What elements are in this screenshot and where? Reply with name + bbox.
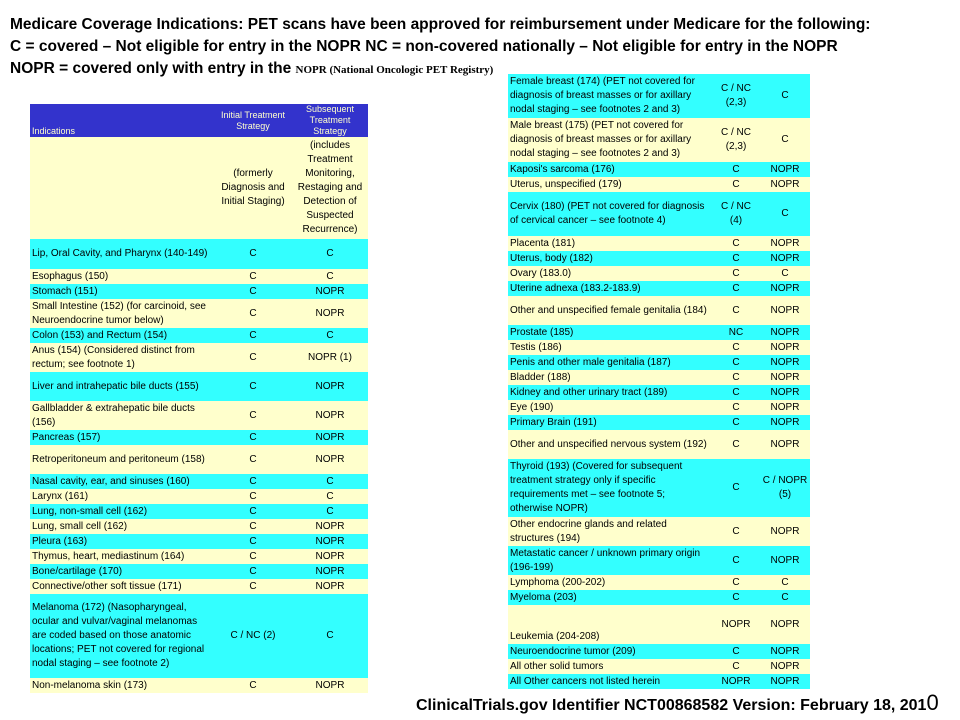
table-row: [30, 299, 368, 328]
row-initial-strategy: C: [712, 296, 760, 325]
row-initial-strategy: C: [214, 534, 292, 549]
row-subsequent-strategy: C: [760, 575, 810, 590]
table-row: [30, 678, 368, 693]
row-subsequent-strategy: NOPR: [292, 519, 368, 534]
table-row: [30, 534, 368, 549]
row-indication: Kaposi's sarcoma (176): [508, 162, 712, 177]
table-row: [508, 400, 810, 415]
table-row: [508, 674, 810, 689]
row-initial-strategy: C: [712, 236, 760, 251]
row-initial-strategy: C: [214, 401, 292, 430]
row-indication: Liver and intrahepatic bile ducts (155): [30, 372, 214, 401]
row-initial-strategy: C: [712, 340, 760, 355]
row-indication: Gallbladder & extrahepatic bile ducts (156): [30, 401, 214, 430]
row-initial-strategy: C: [712, 281, 760, 296]
row-subsequent-strategy: NOPR: [760, 644, 810, 659]
row-indication: Eye (190): [508, 400, 712, 415]
header-line-3-small: NOPR (National Oncologic PET Registry): [295, 64, 494, 76]
row-indication: Other and unspecified female genitalia (184): [508, 296, 712, 325]
row-subsequent-strategy: C: [760, 266, 810, 281]
row-initial-strategy: NOPR: [712, 605, 760, 644]
row-initial-strategy: C: [214, 579, 292, 594]
header-initial-strategy: Initial Treatment Strategy: [214, 104, 292, 137]
row-indication: Uterine adnexa (183.2-183.9): [508, 281, 712, 296]
row-initial-strategy: C / NC (2,3): [712, 118, 760, 162]
row-subsequent-strategy: C: [292, 474, 368, 489]
row-initial-strategy: C: [712, 590, 760, 605]
row-subsequent-strategy: NOPR: [760, 251, 810, 266]
row-indication: Pleura (163): [30, 534, 214, 549]
row-subsequent-strategy: NOPR: [760, 385, 810, 400]
footer-identifier: [416, 690, 939, 716]
row-indication: Myeloma (203): [508, 590, 712, 605]
table-row: [508, 281, 810, 296]
row-initial-strategy: C: [214, 678, 292, 693]
row-indication: Thymus, heart, mediastinum (164): [30, 549, 214, 564]
row-indication: Lip, Oral Cavity, and Pharynx (140-149): [30, 239, 214, 269]
row-subsequent-strategy: C: [292, 328, 368, 343]
header-line-2: C = covered – Not eligible for entry in the NOPR NC = non-covered nationally – Not eligible for entry in the NOPR: [10, 38, 838, 55]
row-indication: Retroperitoneum and peritoneum (158): [30, 445, 214, 474]
row-initial-strategy: C: [712, 370, 760, 385]
row-subsequent-strategy: C / NOPR (5): [760, 459, 810, 517]
row-indication: Placenta (181): [508, 236, 712, 251]
table-row: [30, 474, 368, 489]
table-row: [508, 546, 810, 575]
row-indication: Connective/other soft tissue (171): [30, 579, 214, 594]
header-subsequent-strategy: Subsequent Treatment Strategy: [292, 104, 368, 137]
table-row: [508, 659, 810, 674]
row-initial-strategy: C / NC (2,3): [712, 74, 760, 118]
row-subsequent-strategy: C: [292, 594, 368, 678]
row-initial-strategy: C: [214, 564, 292, 579]
row-initial-strategy: C: [214, 343, 292, 372]
table-row: [30, 430, 368, 445]
row-initial-strategy: C: [712, 400, 760, 415]
footer-last-digit: 0: [926, 690, 939, 715]
row-subsequent-strategy: NOPR: [760, 415, 810, 430]
row-indication: Nasal cavity, ear, and sinuses (160): [30, 474, 214, 489]
row-subsequent-strategy: NOPR: [760, 340, 810, 355]
slide-header: [10, 14, 955, 81]
row-initial-strategy: C: [712, 355, 760, 370]
header-line-1: Medicare Coverage Indications: PET scans have been approved for reimbursement under Medicare for the following:: [10, 16, 871, 33]
row-initial-strategy: C / NC (4): [712, 192, 760, 236]
row-initial-strategy: C: [712, 517, 760, 546]
row-initial-strategy: C: [712, 546, 760, 575]
table-row: [508, 251, 810, 266]
table-row: [508, 459, 810, 517]
table-row: [508, 590, 810, 605]
row-initial-strategy: C / NC (2): [214, 594, 292, 678]
table-subheader-row: [30, 137, 368, 239]
row-subsequent-strategy: C: [760, 74, 810, 118]
row-indication: Leukemia (204-208): [508, 605, 712, 644]
table-row: [508, 517, 810, 546]
row-initial-strategy: C: [712, 644, 760, 659]
row-subsequent-strategy: NOPR: [760, 325, 810, 340]
row-initial-strategy: C: [214, 372, 292, 401]
table-row: [508, 430, 810, 459]
row-indication: Ovary (183.0): [508, 266, 712, 281]
row-indication: All Other cancers not listed herein: [508, 674, 712, 689]
table-row: [508, 192, 810, 236]
row-initial-strategy: C: [214, 430, 292, 445]
row-subsequent-strategy: C: [760, 192, 810, 236]
table-row: [30, 269, 368, 284]
table-row: [30, 579, 368, 594]
row-indication: Bone/cartilage (170): [30, 564, 214, 579]
row-subsequent-strategy: NOPR: [292, 534, 368, 549]
header-indications: Indications: [30, 104, 214, 137]
row-indication: Kidney and other urinary tract (189): [508, 385, 712, 400]
row-subsequent-strategy: NOPR: [760, 517, 810, 546]
row-initial-strategy: C: [712, 659, 760, 674]
row-initial-strategy: C: [214, 519, 292, 534]
row-initial-strategy: C: [712, 266, 760, 281]
row-subsequent-strategy: C: [292, 239, 368, 269]
row-indication: Neuroendocrine tumor (209): [508, 644, 712, 659]
row-indication: Primary Brain (191): [508, 415, 712, 430]
table-row: [508, 266, 810, 281]
row-subsequent-strategy: NOPR: [760, 430, 810, 459]
table-row: [30, 239, 368, 269]
row-indication: Pancreas (157): [30, 430, 214, 445]
footer-text: ClinicalTrials.gov Identifier NCT00868582 Version: February 18, 201: [416, 697, 927, 714]
table-row: [508, 118, 810, 162]
row-subsequent-strategy: NOPR: [760, 674, 810, 689]
row-subsequent-strategy: NOPR: [292, 564, 368, 579]
table-row: [508, 325, 810, 340]
row-subsequent-strategy: C: [760, 590, 810, 605]
row-subsequent-strategy: NOPR: [760, 281, 810, 296]
subheader-initial: (formerly Diagnosis and Initial Staging): [214, 137, 292, 239]
row-indication: Esophagus (150): [30, 269, 214, 284]
row-subsequent-strategy: NOPR: [292, 579, 368, 594]
right-coverage-table: [508, 74, 810, 689]
row-subsequent-strategy: NOPR: [292, 299, 368, 328]
table-row: [30, 549, 368, 564]
table-row: [508, 370, 810, 385]
table-row: [30, 489, 368, 504]
row-indication: Colon (153) and Rectum (154): [30, 328, 214, 343]
row-indication: All other solid tumors: [508, 659, 712, 674]
row-initial-strategy: C: [214, 445, 292, 474]
row-indication: Metastatic cancer / unknown primary origin (196-199): [508, 546, 712, 575]
row-initial-strategy: C: [214, 328, 292, 343]
row-initial-strategy: C: [712, 430, 760, 459]
row-subsequent-strategy: NOPR: [292, 372, 368, 401]
row-subsequent-strategy: NOPR: [292, 549, 368, 564]
table-row: [30, 445, 368, 474]
row-initial-strategy: C: [214, 474, 292, 489]
row-subsequent-strategy: NOPR: [760, 400, 810, 415]
table-row: [508, 644, 810, 659]
row-indication: Testis (186): [508, 340, 712, 355]
row-indication: Lymphoma (200-202): [508, 575, 712, 590]
table-row: [508, 355, 810, 370]
row-initial-strategy: C: [214, 504, 292, 519]
row-subsequent-strategy: NOPR: [760, 370, 810, 385]
row-subsequent-strategy: NOPR: [760, 605, 810, 644]
table-row: [508, 340, 810, 355]
row-initial-strategy: C: [712, 575, 760, 590]
table-row: [30, 343, 368, 372]
table-row: [508, 296, 810, 325]
row-initial-strategy: C: [712, 385, 760, 400]
row-initial-strategy: C: [712, 415, 760, 430]
table-row: [30, 401, 368, 430]
row-subsequent-strategy: NOPR (1): [292, 343, 368, 372]
row-indication: Larynx (161): [30, 489, 214, 504]
row-initial-strategy: NOPR: [712, 674, 760, 689]
row-initial-strategy: NC: [712, 325, 760, 340]
table-row: [30, 328, 368, 343]
table-row: [508, 177, 810, 192]
row-initial-strategy: C: [214, 239, 292, 269]
header-line-3: [10, 58, 955, 81]
row-subsequent-strategy: C: [292, 504, 368, 519]
header-line-3-main: NOPR = covered only with entry in the: [10, 60, 296, 77]
row-indication: Thyroid (193) (Covered for subsequent treatment strategy only if specific requirements met – see footnote 5; otherwise NOPR): [508, 459, 712, 517]
row-subsequent-strategy: NOPR: [760, 659, 810, 674]
row-initial-strategy: C: [214, 269, 292, 284]
table-row: [30, 564, 368, 579]
row-subsequent-strategy: NOPR: [760, 177, 810, 192]
row-subsequent-strategy: C: [292, 489, 368, 504]
row-subsequent-strategy: NOPR: [292, 401, 368, 430]
row-initial-strategy: C: [712, 459, 760, 517]
row-indication: Stomach (151): [30, 284, 214, 299]
row-indication: Lung, non-small cell (162): [30, 504, 214, 519]
row-subsequent-strategy: NOPR: [760, 162, 810, 177]
row-indication: Melanoma (172) (Nasopharyngeal, ocular and vulvar/vaginal melanomas are coded based on those anatomic locations; PET not covered for regional nodal staging – see footnote 2): [30, 594, 214, 678]
table-row: [30, 519, 368, 534]
row-indication: Anus (154) (Considered distinct from rectum; see footnote 1): [30, 343, 214, 372]
subheader-blank: [30, 137, 214, 239]
row-subsequent-strategy: NOPR: [760, 546, 810, 575]
row-indication: Lung, small cell (162): [30, 519, 214, 534]
row-initial-strategy: C: [712, 251, 760, 266]
table-row: [30, 594, 368, 678]
row-subsequent-strategy: NOPR: [292, 284, 368, 299]
row-subsequent-strategy: NOPR: [760, 355, 810, 370]
row-indication: Bladder (188): [508, 370, 712, 385]
row-subsequent-strategy: NOPR: [292, 430, 368, 445]
row-subsequent-strategy: NOPR: [292, 445, 368, 474]
row-initial-strategy: C: [712, 162, 760, 177]
row-initial-strategy: C: [214, 299, 292, 328]
row-subsequent-strategy: NOPR: [292, 678, 368, 693]
table-row: [30, 284, 368, 299]
row-indication: Small Intestine (152) (for carcinoid, see Neuroendocrine tumor below): [30, 299, 214, 328]
table-row: [508, 575, 810, 590]
table-row: [508, 236, 810, 251]
row-indication: Female breast (174) (PET not covered for diagnosis of breast masses or for axillary nodal staging – see footnotes 2 and 3): [508, 74, 712, 118]
row-subsequent-strategy: NOPR: [760, 236, 810, 251]
left-coverage-table: [30, 104, 368, 693]
row-initial-strategy: C: [214, 549, 292, 564]
table-row: [508, 385, 810, 400]
row-subsequent-strategy: C: [760, 118, 810, 162]
row-subsequent-strategy: NOPR: [760, 296, 810, 325]
row-indication: Cervix (180) (PET not covered for diagnosis of cervical cancer – see footnote 4): [508, 192, 712, 236]
row-indication: Non-melanoma skin (173): [30, 678, 214, 693]
table-header-row: [30, 104, 368, 137]
row-initial-strategy: C: [214, 489, 292, 504]
table-row: [30, 372, 368, 401]
row-indication: Prostate (185): [508, 325, 712, 340]
table-row: [508, 162, 810, 177]
table-row: [508, 605, 810, 644]
row-indication: Other and unspecified nervous system (192): [508, 430, 712, 459]
row-initial-strategy: C: [214, 284, 292, 299]
row-indication: Penis and other male genitalia (187): [508, 355, 712, 370]
row-indication: Uterus, body (182): [508, 251, 712, 266]
row-indication: Other endocrine glands and related structures (194): [508, 517, 712, 546]
table-row: [508, 415, 810, 430]
row-indication: Uterus, unspecified (179): [508, 177, 712, 192]
row-indication: Male breast (175) (PET not covered for diagnosis of breast masses or for axillary nodal staging – see footnotes 2 and 3): [508, 118, 712, 162]
row-subsequent-strategy: C: [292, 269, 368, 284]
row-initial-strategy: C: [712, 177, 760, 192]
subheader-subsequent: (includes Treatment Monitoring, Restaging and Detection of Suspected Recurrence): [292, 137, 368, 239]
table-row: [508, 74, 810, 118]
table-row: [30, 504, 368, 519]
